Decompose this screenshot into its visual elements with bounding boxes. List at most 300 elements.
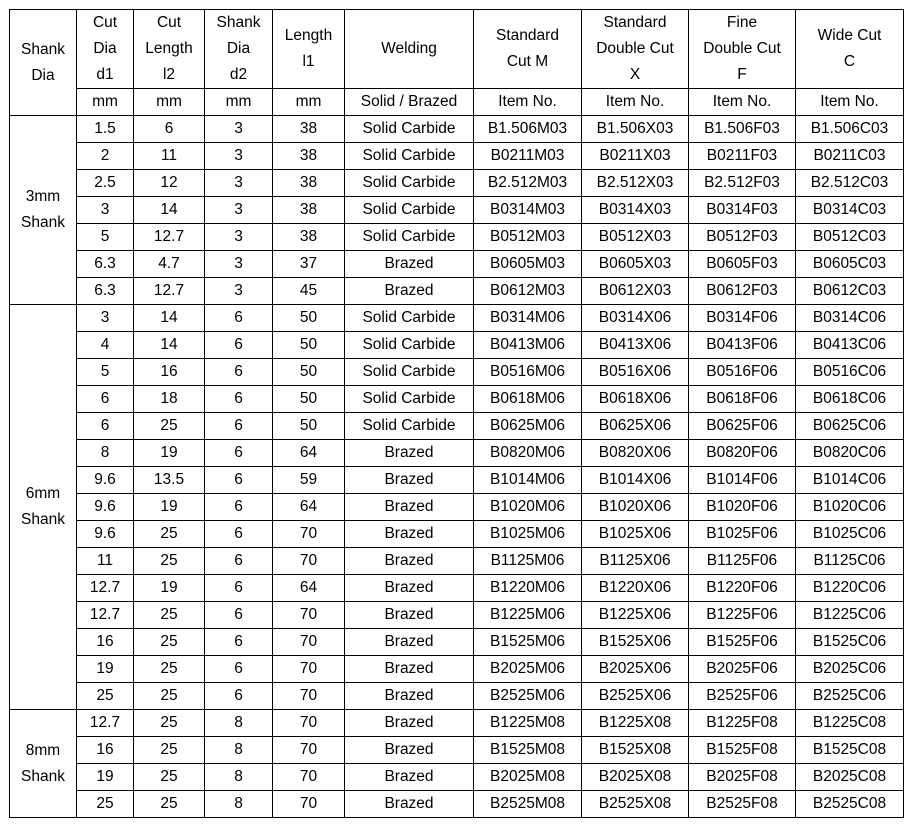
table-cell: B2525F08: [689, 791, 796, 818]
table-cell: Brazed: [345, 764, 474, 791]
table-row: [10, 467, 904, 494]
table-cell: 6: [205, 548, 273, 575]
table-cell: B0618X06: [582, 386, 689, 413]
table-cell: 6: [77, 386, 134, 413]
table-cell: 19: [77, 764, 134, 791]
table-cell: B1025F06: [689, 521, 796, 548]
table-cell: 70: [273, 710, 345, 737]
table-row: [10, 332, 904, 359]
table-cell: Brazed: [345, 251, 474, 278]
table-cell: 3: [205, 251, 273, 278]
table-cell: B2525M06: [474, 683, 582, 710]
shank-group-label-line: 3mm: [25, 188, 61, 205]
table-cell: Brazed: [345, 467, 474, 494]
table-row: [10, 548, 904, 575]
table-cell: B1125X06: [582, 548, 689, 575]
table-cell: Brazed: [345, 602, 474, 629]
column-header: [345, 10, 474, 89]
column-header: [689, 10, 796, 89]
table-cell: 38: [273, 170, 345, 197]
table-cell: Solid Carbide: [345, 116, 474, 143]
table-cell: Brazed: [345, 683, 474, 710]
table-cell: Solid Carbide: [345, 332, 474, 359]
table-cell: B1220M06: [474, 575, 582, 602]
table-cell: 14: [134, 332, 205, 359]
column-header-line: l2: [162, 66, 176, 83]
table-cell: 70: [273, 521, 345, 548]
column-header: [205, 10, 273, 89]
column-unit: Item No.: [796, 89, 904, 116]
table-cell: 5: [77, 359, 134, 386]
table-cell: B2.512F03: [689, 170, 796, 197]
table-cell: 6: [205, 494, 273, 521]
table-cell: B2.512M03: [474, 170, 582, 197]
table-cell: B1225C08: [796, 710, 904, 737]
table-cell: 6: [205, 359, 273, 386]
table-cell: 64: [273, 494, 345, 521]
table-cell: 12.7: [77, 575, 134, 602]
column-unit: Solid / Brazed: [345, 89, 474, 116]
table-cell: 19: [134, 575, 205, 602]
table-cell: 25: [77, 791, 134, 818]
table-row: [10, 683, 904, 710]
table-cell: B1.506F03: [689, 116, 796, 143]
shank-group-label-line: 6mm: [25, 485, 61, 502]
table-cell: 70: [273, 737, 345, 764]
table-cell: B2025F06: [689, 656, 796, 683]
shank-group-label: [10, 116, 77, 305]
table-cell: 8: [205, 764, 273, 791]
table-cell: 4.7: [134, 251, 205, 278]
table-cell: B2025C06: [796, 656, 904, 683]
table-cell: 25: [134, 629, 205, 656]
table-cell: B1014C06: [796, 467, 904, 494]
table-cell: B2525C08: [796, 791, 904, 818]
table-cell: 8: [205, 791, 273, 818]
table-cell: Brazed: [345, 278, 474, 305]
column-header: [134, 10, 205, 89]
table-cell: 6: [205, 602, 273, 629]
table-cell: 6: [205, 386, 273, 413]
shank-group-label-line: Shank: [21, 214, 65, 231]
header-row: [10, 10, 904, 89]
column-header-line: l1: [302, 53, 315, 70]
shank-group-label-line: Shank: [21, 767, 65, 785]
table-cell: Brazed: [345, 656, 474, 683]
table-cell: B1020M06: [474, 494, 582, 521]
table-cell: B1.506M03: [474, 116, 582, 143]
table-cell: B1014X06: [582, 467, 689, 494]
table-cell: B1.506X03: [582, 116, 689, 143]
table-cell: 50: [273, 305, 345, 332]
table-cell: 6: [205, 305, 273, 332]
table-cell: 4: [77, 332, 134, 359]
table-cell: B1.506C03: [796, 116, 904, 143]
table-header: [10, 10, 904, 116]
table-cell: 5: [77, 224, 134, 251]
column-header-line: Fine: [726, 14, 758, 31]
table-row: [10, 521, 904, 548]
table-cell: 9.6: [77, 467, 134, 494]
table-row: [10, 629, 904, 656]
table-cell: B1225F06: [689, 602, 796, 629]
column-header: [796, 10, 904, 89]
table-cell: B0512X03: [582, 224, 689, 251]
table-cell: B0516F06: [689, 359, 796, 386]
table-cell: B0516X06: [582, 359, 689, 386]
table-cell: B0625F06: [689, 413, 796, 440]
column-header-line: Dia: [226, 40, 251, 57]
table-cell: B1025X06: [582, 521, 689, 548]
table-row: [10, 359, 904, 386]
table-cell: Brazed: [345, 629, 474, 656]
table-cell: B0314X06: [582, 305, 689, 332]
column-header-line: X: [629, 66, 641, 83]
table-cell: B0612M03: [474, 278, 582, 305]
table-cell: B1014M06: [474, 467, 582, 494]
table-cell: B1225F08: [689, 710, 796, 737]
table-cell: Brazed: [345, 521, 474, 548]
table-cell: B0625C06: [796, 413, 904, 440]
table-cell: B1225X08: [582, 710, 689, 737]
table-row: [10, 764, 904, 791]
column-header-line: Cut: [92, 14, 118, 31]
table-cell: 6.3: [77, 251, 134, 278]
table-cell: Solid Carbide: [345, 413, 474, 440]
table-cell: 16: [77, 737, 134, 764]
column-header: [582, 10, 689, 89]
table-cell: 12.7: [77, 602, 134, 629]
table-cell: B1525F08: [689, 737, 796, 764]
table-cell: B1525C06: [796, 629, 904, 656]
table-cell: B1525C08: [796, 737, 904, 764]
table-cell: B0625X06: [582, 413, 689, 440]
table-cell: 3: [77, 305, 134, 332]
table-cell: B1020F06: [689, 494, 796, 521]
table-cell: 70: [273, 656, 345, 683]
table-row: [10, 656, 904, 683]
shank-group-label: [10, 710, 77, 818]
column-header-line: Standard: [496, 27, 559, 44]
table-cell: 70: [273, 764, 345, 791]
table-cell: B0211X03: [582, 143, 689, 170]
column-header-line: F: [737, 66, 747, 83]
table-cell: B1025C06: [796, 521, 904, 548]
table-cell: 50: [273, 359, 345, 386]
table-cell: 16: [77, 629, 134, 656]
table-cell: 6: [205, 521, 273, 548]
table-cell: 3: [77, 197, 134, 224]
table-cell: 3: [205, 278, 273, 305]
table-cell: B0820C06: [796, 440, 904, 467]
table-cell: 25: [134, 791, 205, 818]
shank-group-label: [10, 305, 77, 710]
table-cell: B1125C06: [796, 548, 904, 575]
table-cell: B1225M06: [474, 602, 582, 629]
table-cell: 25: [134, 602, 205, 629]
table-cell: 6.3: [77, 278, 134, 305]
table-cell: B0516M06: [474, 359, 582, 386]
table-cell: 3: [205, 170, 273, 197]
table-cell: 25: [134, 737, 205, 764]
table-row: [10, 143, 904, 170]
shank-group-label-line: 8mm: [25, 741, 61, 759]
table-cell: B1125M06: [474, 548, 582, 575]
table-cell: B0314X03: [582, 197, 689, 224]
table-cell: 19: [134, 440, 205, 467]
table-cell: 6: [205, 332, 273, 359]
table-cell: 19: [77, 656, 134, 683]
table-cell: 50: [273, 386, 345, 413]
table-cell: 11: [77, 548, 134, 575]
table-cell: Solid Carbide: [345, 143, 474, 170]
table-cell: B0605F03: [689, 251, 796, 278]
table-cell: Brazed: [345, 494, 474, 521]
column-header-line: Shank: [216, 14, 261, 31]
table-cell: B0612X03: [582, 278, 689, 305]
table-cell: 6: [205, 440, 273, 467]
table-cell: B1225M08: [474, 710, 582, 737]
table-cell: B0413M06: [474, 332, 582, 359]
table-cell: Brazed: [345, 548, 474, 575]
table-cell: B0211F03: [689, 143, 796, 170]
table-cell: 3: [205, 143, 273, 170]
column-unit: Item No.: [689, 89, 796, 116]
column-unit: Item No.: [474, 89, 582, 116]
units-row: [10, 89, 904, 116]
table-cell: B2025F08: [689, 764, 796, 791]
table-cell: B1225C06: [796, 602, 904, 629]
table-row: [10, 197, 904, 224]
table-cell: 64: [273, 575, 345, 602]
table-cell: B1125F06: [689, 548, 796, 575]
table-cell: B2525C06: [796, 683, 904, 710]
table-row: [10, 386, 904, 413]
table-cell: B0413F06: [689, 332, 796, 359]
table-cell: 50: [273, 413, 345, 440]
column-unit: mm: [134, 89, 205, 116]
table-cell: 25: [134, 413, 205, 440]
table-cell: B0605M03: [474, 251, 582, 278]
table-cell: Solid Carbide: [345, 197, 474, 224]
table-cell: 6: [205, 467, 273, 494]
table-cell: B0618M06: [474, 386, 582, 413]
table-cell: Brazed: [345, 710, 474, 737]
table-row: [10, 602, 904, 629]
table-cell: Brazed: [345, 791, 474, 818]
table-cell: B0413X06: [582, 332, 689, 359]
table-cell: 25: [134, 764, 205, 791]
table-cell: B0605X03: [582, 251, 689, 278]
column-unit: mm: [273, 89, 345, 116]
column-header-line: Wide Cut: [817, 27, 882, 44]
table-cell: B0605C03: [796, 251, 904, 278]
table-cell: 38: [273, 197, 345, 224]
column-header-line: d1: [96, 66, 114, 83]
table-cell: 38: [273, 116, 345, 143]
table-row: [10, 278, 904, 305]
table-cell: B0618F06: [689, 386, 796, 413]
table-cell: 3: [205, 197, 273, 224]
table-cell: 18: [134, 386, 205, 413]
table-cell: 25: [134, 548, 205, 575]
column-header-line: Welding: [381, 40, 437, 57]
table-row: [10, 224, 904, 251]
table-cell: 14: [134, 305, 205, 332]
table-cell: B0625M06: [474, 413, 582, 440]
router-bit-spec-table: [9, 9, 904, 818]
table-cell: Solid Carbide: [345, 359, 474, 386]
table-cell: 38: [273, 143, 345, 170]
table-cell: B0211C03: [796, 143, 904, 170]
table-cell: 25: [134, 656, 205, 683]
table-row: [10, 494, 904, 521]
table-cell: 38: [273, 224, 345, 251]
table-cell: B0618C06: [796, 386, 904, 413]
table-cell: 6: [205, 629, 273, 656]
table-cell: 6: [205, 683, 273, 710]
table-cell: B1525F06: [689, 629, 796, 656]
table-cell: 8: [205, 737, 273, 764]
table-row: [10, 170, 904, 197]
table-cell: B2525F06: [689, 683, 796, 710]
table-cell: 6: [205, 413, 273, 440]
table-cell: 6: [205, 656, 273, 683]
table-cell: B2025M08: [474, 764, 582, 791]
table-cell: B1014F06: [689, 467, 796, 494]
table-cell: B2025C08: [796, 764, 904, 791]
table-cell: 6: [205, 575, 273, 602]
column-unit: mm: [205, 89, 273, 116]
table-cell: B0820M06: [474, 440, 582, 467]
table-cell: B0314M03: [474, 197, 582, 224]
table-cell: 3: [205, 224, 273, 251]
table-cell: B0820X06: [582, 440, 689, 467]
column-header-line: Shank: [21, 40, 65, 58]
table-cell: B2525M08: [474, 791, 582, 818]
table-cell: B1225X06: [582, 602, 689, 629]
table-cell: B0314C03: [796, 197, 904, 224]
table-cell: B0820F06: [689, 440, 796, 467]
column-header: [273, 10, 345, 89]
table-cell: 70: [273, 602, 345, 629]
column-header-line: Cut: [156, 14, 182, 31]
table-cell: Solid Carbide: [345, 170, 474, 197]
table-cell: 2.5: [77, 170, 134, 197]
table-row: [10, 251, 904, 278]
table-cell: 6: [77, 413, 134, 440]
column-header-line: Double Cut: [596, 40, 674, 57]
table-cell: 64: [273, 440, 345, 467]
table-row: [10, 440, 904, 467]
table-row: [10, 305, 904, 332]
table-cell: B2025X08: [582, 764, 689, 791]
table-cell: B0314C06: [796, 305, 904, 332]
column-header-line: d2: [229, 66, 248, 83]
table-cell: 70: [273, 791, 345, 818]
table-cell: 16: [134, 359, 205, 386]
table-cell: B0512C03: [796, 224, 904, 251]
table-row: [10, 710, 904, 737]
table-cell: B2525X06: [582, 683, 689, 710]
table-cell: B0512M03: [474, 224, 582, 251]
table-cell: 25: [77, 683, 134, 710]
table-row: [10, 737, 904, 764]
column-header-line: Length: [284, 27, 333, 44]
table-row: [10, 575, 904, 602]
table-cell: B0612F03: [689, 278, 796, 305]
column-header-line: Cut M: [506, 53, 549, 70]
table-cell: 6: [134, 116, 205, 143]
table-cell: B0612C03: [796, 278, 904, 305]
table-cell: 12.7: [134, 278, 205, 305]
table-cell: 11: [134, 143, 205, 170]
table-cell: 37: [273, 251, 345, 278]
table-cell: Solid Carbide: [345, 305, 474, 332]
table-cell: 8: [77, 440, 134, 467]
table-cell: B1020X06: [582, 494, 689, 521]
table-cell: B0516C06: [796, 359, 904, 386]
table-row: [10, 791, 904, 818]
table-cell: 70: [273, 629, 345, 656]
column-header-line: Standard: [603, 14, 667, 31]
table-row: [10, 413, 904, 440]
table-cell: 70: [273, 548, 345, 575]
column-header-line: Length: [145, 40, 193, 57]
column-unit: mm: [77, 89, 134, 116]
table-cell: B1525M06: [474, 629, 582, 656]
table-cell: Solid Carbide: [345, 224, 474, 251]
table-cell: B2025M06: [474, 656, 582, 683]
table-cell: 3: [205, 116, 273, 143]
table-cell: 1.5: [77, 116, 134, 143]
table-cell: Solid Carbide: [345, 386, 474, 413]
shank-group-label-line: Shank: [21, 511, 65, 528]
table-cell: B2.512X03: [582, 170, 689, 197]
column-header-line: Dia: [93, 40, 117, 57]
table-cell: B1525M08: [474, 737, 582, 764]
table-cell: 9.6: [77, 494, 134, 521]
table-cell: B1220X06: [582, 575, 689, 602]
table-cell: B1220F06: [689, 575, 796, 602]
table-cell: B2025X06: [582, 656, 689, 683]
table-cell: 19: [134, 494, 205, 521]
column-header: [77, 10, 134, 89]
table-cell: 9.6: [77, 521, 134, 548]
table-cell: 25: [134, 521, 205, 548]
table-cell: Brazed: [345, 737, 474, 764]
table-cell: 12: [134, 170, 205, 197]
column-header: [474, 10, 582, 89]
table-cell: 14: [134, 197, 205, 224]
table-cell: 8: [205, 710, 273, 737]
table-body: [10, 116, 904, 818]
column-header-line: Dia: [31, 66, 55, 84]
column-header-line: Double Cut: [703, 40, 781, 57]
table-cell: 25: [134, 710, 205, 737]
column-header: [10, 10, 77, 116]
table-cell: 12.7: [77, 710, 134, 737]
table-cell: 45: [273, 278, 345, 305]
table-cell: 13.5: [134, 467, 205, 494]
table-cell: 50: [273, 332, 345, 359]
table-cell: 70: [273, 683, 345, 710]
column-unit: Item No.: [582, 89, 689, 116]
table-cell: B1020C06: [796, 494, 904, 521]
table-cell: B1025M06: [474, 521, 582, 548]
table-row: [10, 116, 904, 143]
table-cell: B2.512C03: [796, 170, 904, 197]
